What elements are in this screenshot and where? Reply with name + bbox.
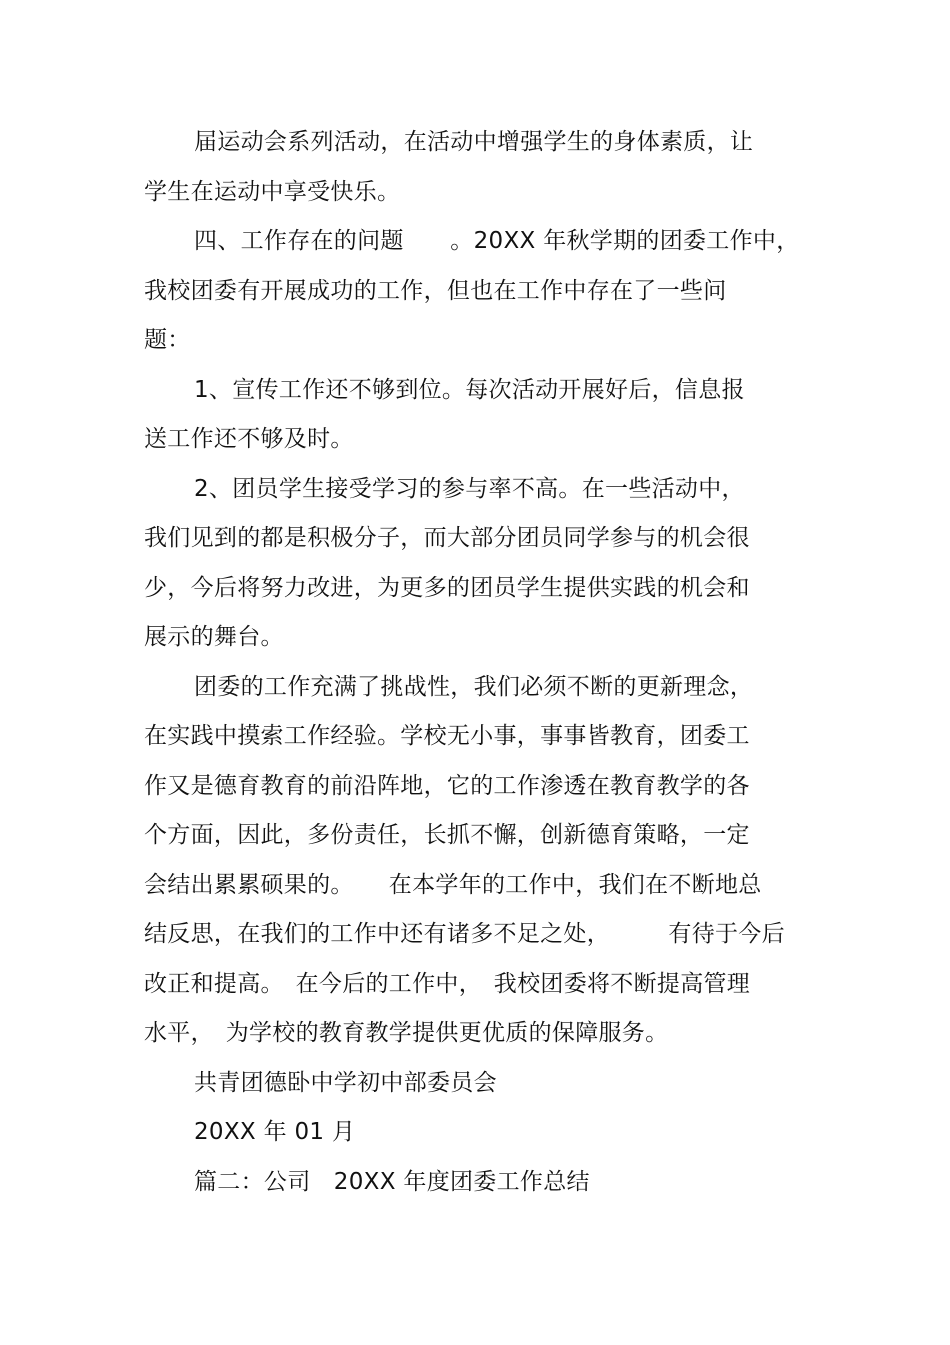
body-line: 改正和提高。 在今后的工作中， 我校团委将不断提高管理: [144, 971, 751, 997]
body-line: 我们见到的都是积极分子，而大部分团员同学参与的机会很: [144, 525, 750, 551]
body-line: 在实践中摸索工作经验。学校无小事，事事皆教育，团委工: [144, 723, 750, 749]
body-line: 2、团员学生接受学习的参与率不高。在一些活动中，: [194, 476, 745, 502]
body-line: 团委的工作充满了挑战性，我们必须不断的更新理念，: [194, 674, 754, 700]
body-line: 会结出累累硕果的。 在本学年的工作中，我们在不断地总: [144, 872, 762, 898]
body-line: 少，今后将努力改进，为更多的团员学生提供实践的机会和: [144, 575, 750, 601]
body-line: 送工作还不够及时。: [144, 426, 354, 452]
body-line: 结反思，在我们的工作中还有诸多不足之处， 有待于今后: [144, 921, 785, 947]
body-line: 1、宣传工作还不够到位。每次活动开展好后，信息报: [194, 377, 745, 403]
body-line: 四、工作存在的问题 。20XX 年秋学期的团委工作中，: [194, 228, 800, 254]
section-heading: 篇二：公司 20XX 年度团委工作总结: [194, 1169, 590, 1195]
body-line: 作又是德育教育的前沿阵地，它的工作渗透在教育教学的各: [144, 773, 750, 799]
body-line: 届运动会系列活动，在活动中增强学生的身体素质，让: [194, 129, 754, 155]
body-line: 水平， 为学校的教育教学提供更优质的保障服务。: [144, 1020, 669, 1046]
body-line: 展示的舞台。: [144, 624, 284, 650]
body-line: 题：: [144, 327, 191, 353]
body-line: 我校团委有开展成功的工作，但也在工作中存在了一些问: [144, 278, 727, 304]
body-line: 学生在运动中享受快乐。: [144, 179, 401, 205]
body-line: 个方面，因此，多份责任，长抓不懈，创新德育策略，一定: [144, 822, 750, 848]
signature-organization: 共青团德卧中学初中部委员会: [194, 1070, 497, 1096]
signature-date: 20XX 年 01 月: [194, 1119, 356, 1145]
